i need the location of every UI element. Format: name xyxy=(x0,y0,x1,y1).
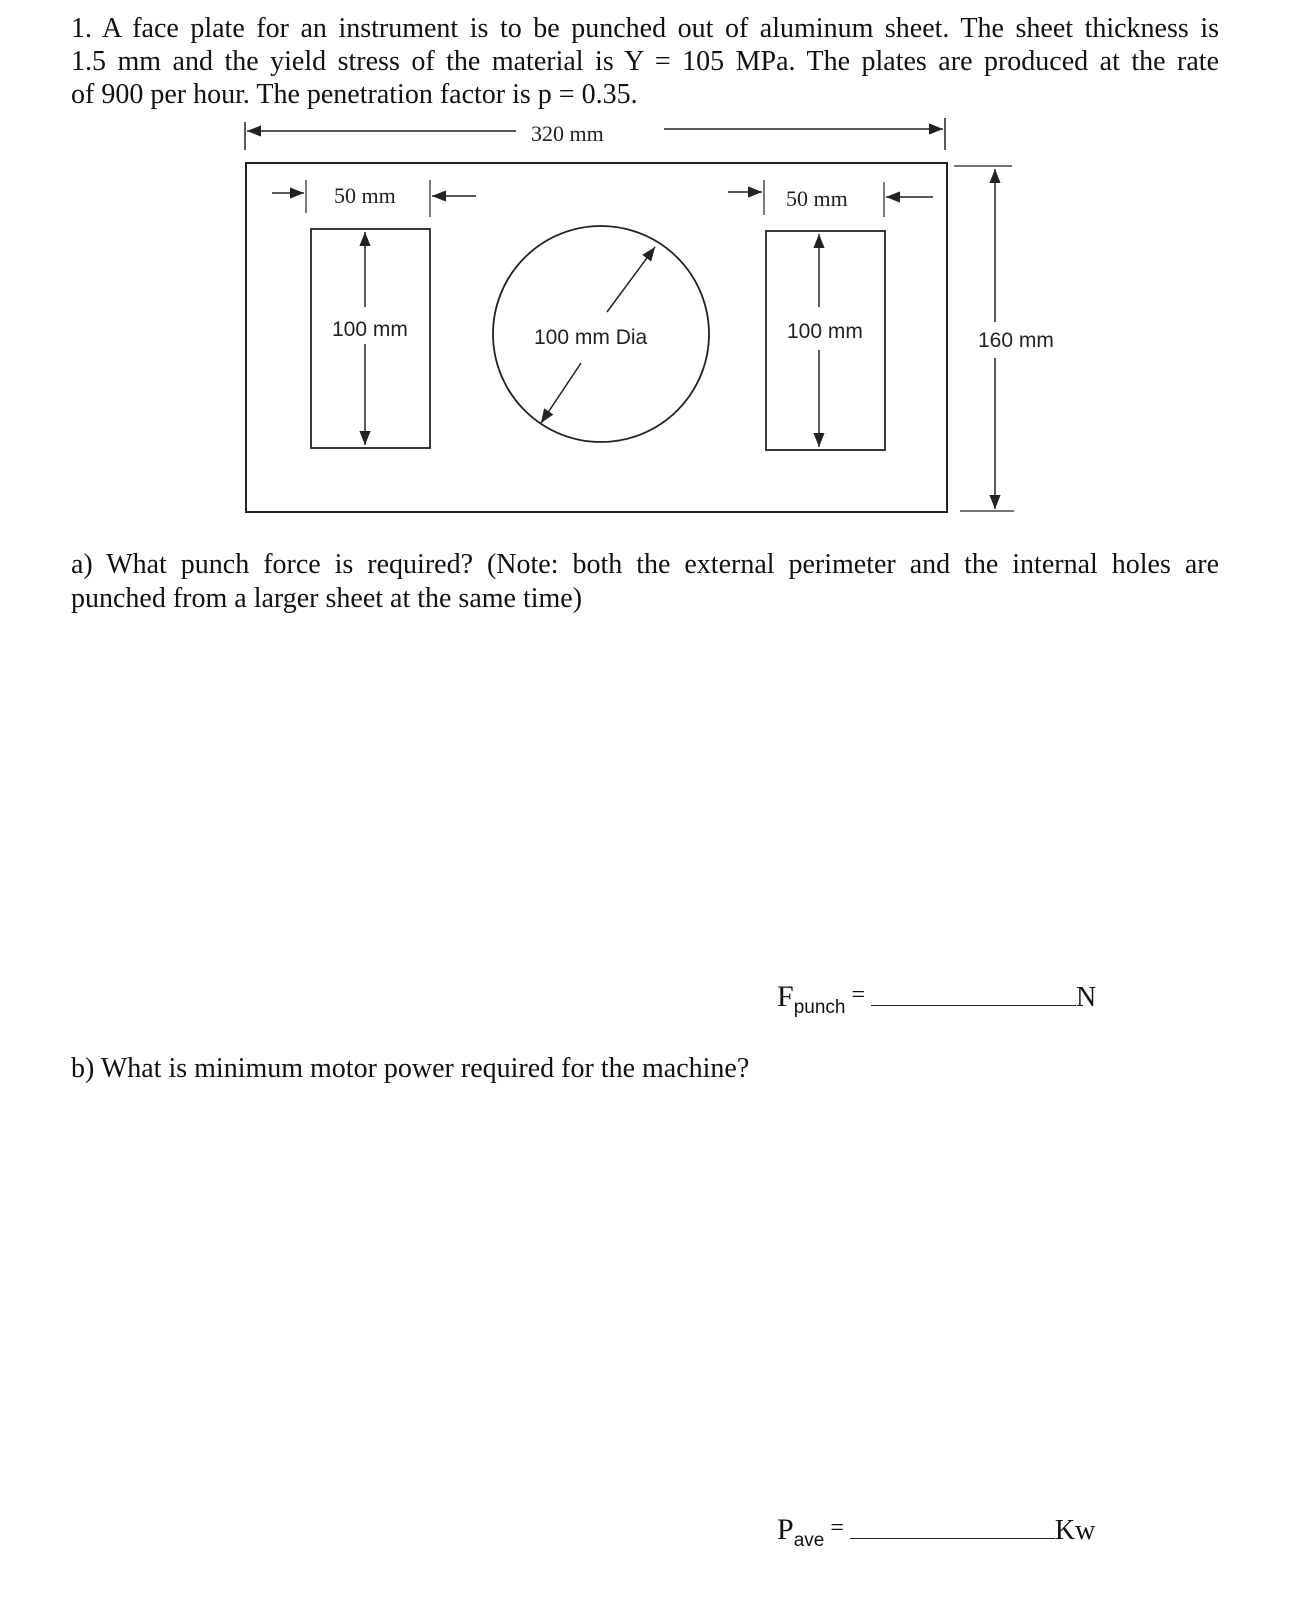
right-slot-height-label: 100 mm xyxy=(787,320,863,343)
face-plate-diagram xyxy=(0,0,1290,520)
motor-power-blank[interactable] xyxy=(850,1516,1055,1539)
motor-power-subscript: ave xyxy=(793,1530,825,1551)
punch-force-equals: = xyxy=(851,982,866,1008)
motor-power-equals: = xyxy=(830,1515,844,1541)
overall-height-label: 160 mm xyxy=(978,329,1054,352)
question-b: b) What is minimum motor power required for the machine? xyxy=(71,1053,750,1084)
circle-diameter-label: 100 mm Dia xyxy=(534,326,648,349)
punch-force-subscript: punch xyxy=(793,997,846,1018)
question-a xyxy=(71,548,1219,616)
right-slot-width-label: 50 mm xyxy=(786,186,848,211)
overall-width-label: 320 mm xyxy=(531,121,604,146)
left-slot-height-label: 100 mm xyxy=(332,318,408,341)
motor-power-symbol: P xyxy=(777,1513,794,1546)
motor-power-answer xyxy=(777,1513,1096,1551)
left-slot-width-dimension xyxy=(272,180,476,217)
punch-force-answer xyxy=(777,980,1097,1018)
right-slot-width-dimension xyxy=(728,180,933,217)
punch-force-blank[interactable] xyxy=(871,983,1076,1006)
overall-height-dimension xyxy=(954,166,1054,511)
punch-force-unit: N xyxy=(1076,982,1097,1013)
motor-power-unit: Kw xyxy=(1054,1515,1096,1546)
question-a-line-2: punched from a larger sheet at the same time) xyxy=(71,583,583,614)
problem-line-1: 1. A face plate for an instrument is to be punched out of aluminum sheet. The sheet thickness is xyxy=(71,13,1219,44)
problem-line-3: of 900 per hour. The penetration factor is p = 0.35. xyxy=(71,79,638,110)
punch-force-symbol: F xyxy=(777,980,794,1013)
overall-width-dimension xyxy=(245,118,945,150)
problem-line-2: 1.5 mm and the yield stress of the material is Y = 105 MPa. The plates are produced at the rate xyxy=(71,46,1219,77)
question-a-line-1: a) What punch force is required? (Note: both the external perimeter and the internal holes are xyxy=(71,549,1219,580)
left-slot-width-label: 50 mm xyxy=(334,183,396,208)
